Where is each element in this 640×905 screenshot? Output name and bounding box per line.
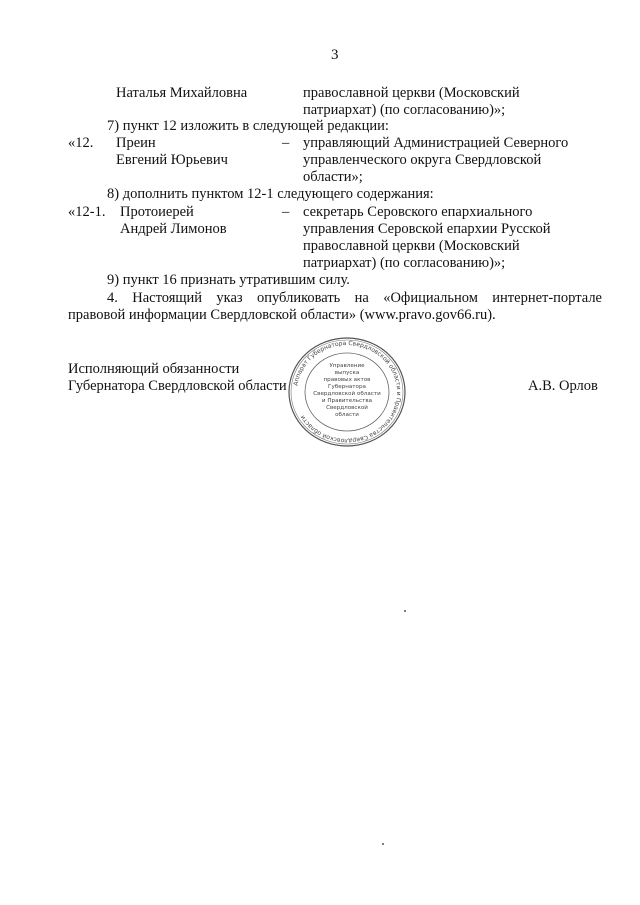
item-4-line1: 4. Настоящий указ опубликовать на «Официальном интернет-портале	[107, 290, 602, 306]
entry-12-1-title: Протоиерей	[120, 204, 194, 220]
entry-12-1-number: «12-1.	[68, 204, 106, 220]
scan-speck	[404, 610, 406, 612]
seal-outer-text: Аппарат Губернатора Свердловской области и Правительства Свердловской области	[292, 339, 403, 445]
entry-12-1-dash: –	[282, 204, 290, 220]
svg-text:области: области	[335, 412, 359, 418]
entry-12-1-role-line2: управления Серовской епархии Русской	[303, 221, 551, 237]
entry-12-1-role-line1: секретарь Серовского епархиального	[303, 204, 533, 220]
page-number: 3	[331, 47, 339, 63]
entry-12-given-name: Евгений Юрьевич	[116, 152, 228, 168]
item-7-text: 7) пункт 12 изложить в следующей редакции:	[107, 118, 389, 134]
entry-12-1-role-line4: патриархат) (по согласованию)»;	[303, 255, 506, 271]
signatory-position-line2: Губернатора Свердловской области	[68, 378, 287, 394]
prev-entry-role-line2: патриархат) (по согласованию)»;	[303, 102, 506, 118]
svg-text:правовых актов: правовых актов	[323, 377, 371, 383]
entry-12-role-line2: управленческого округа Свердловской	[303, 152, 542, 168]
svg-text:Губернатора: Губернатора	[328, 384, 366, 390]
svg-text:Свердловской области: Свердловской области	[313, 391, 381, 397]
official-seal-stamp	[285, 336, 409, 448]
prev-entry-name: Наталья Михайловна	[116, 85, 248, 101]
signatory-name: А.В. Орлов	[528, 378, 598, 394]
item-4-line2: правовой информации Свердловской области» (www.pravo.gov66.ru).	[68, 307, 496, 323]
entry-12-role-line3: области»;	[303, 169, 363, 185]
item-9-text: 9) пункт 16 признать утратившим силу.	[107, 272, 350, 288]
item-8-text: 8) дополнить пунктом 12-1 следующего содержания:	[107, 186, 434, 202]
svg-text:и Правительства: и Правительства	[321, 398, 373, 404]
svg-text:выпуска: выпуска	[334, 370, 360, 376]
entry-12-role-line1: управляющий Администрацией Северного	[303, 135, 569, 151]
svg-text:Управление: Управление	[329, 363, 365, 369]
seal-inner-text	[313, 363, 381, 418]
signatory-position-line1: Исполняющий обязанности	[68, 361, 240, 377]
entry-12-1-name: Андрей Лимонов	[120, 221, 227, 237]
entry-12-number: «12.	[68, 135, 94, 151]
entry-12-surname: Преин	[116, 135, 156, 151]
svg-text:Свердловской: Свердловской	[326, 405, 368, 411]
entry-12-1-role-line3: православной церкви (Московский	[303, 238, 520, 254]
scan-speck	[382, 843, 384, 845]
prev-entry-role-line1: православной церкви (Московский	[303, 85, 520, 101]
entry-12-dash: –	[282, 135, 290, 151]
